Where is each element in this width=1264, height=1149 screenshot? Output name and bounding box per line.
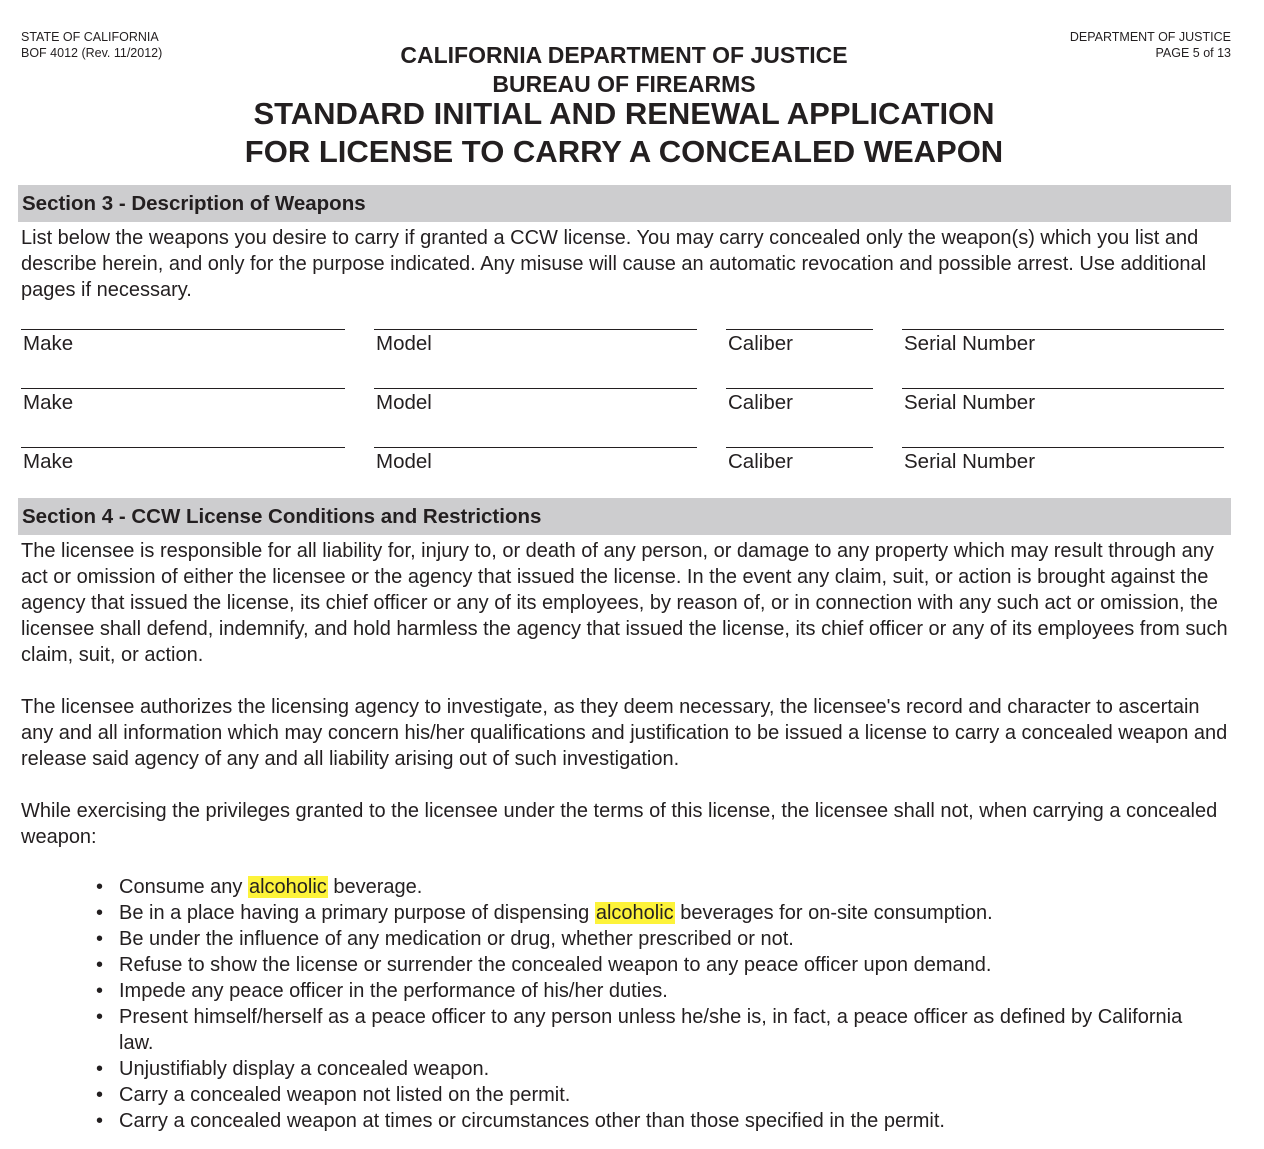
authorization-paragraph: The licensee authorizes the licensing agency to investigate, as they deem necessary, the licensee's record and character to ascertain any and all information which may concern his/her qualifications and justification to be issued a license to carry a concealed weapon and release said agency of any and all liability arising out of such investigation.: [21, 696, 1228, 770]
restrictions-list: [96, 874, 1216, 1134]
bullet-icon: •: [96, 1084, 104, 1106]
serial-number-label: Serial Number: [904, 450, 1036, 473]
caliber-field[interactable]: [726, 329, 873, 357]
weapon-row-3: [0, 447, 1264, 487]
list-item: • Carry a concealed weapon at times or circumstances other than those specified in the permit.: [96, 1110, 945, 1132]
bullet-icon: •: [96, 1006, 104, 1028]
list-item: • Carry a concealed weapon not listed on the permit.: [96, 1084, 571, 1106]
section-3-intro: List below the weapons you desire to carry if granted a CCW license. You may carry concealed only the weapon(s) which you list and describe herein, and only for the purpose indicated. Any misuse will cause an automatic revocation and possible arrest. Use additional pages if necessary.: [21, 227, 1207, 301]
caliber-label: Caliber: [728, 450, 793, 473]
model-label: Model: [376, 450, 432, 473]
restrictions-intro: While exercising the privileges granted to the licensee under the terms of this license, the licensee shall not, when carrying a concealed weapon:: [21, 800, 1218, 848]
form-title-line1: STANDARD INITIAL AND RENEWAL APPLICATION: [253, 96, 995, 131]
department-label: DEPARTMENT OF JUSTICE: [1069, 30, 1231, 44]
model-label: Model: [376, 391, 432, 414]
make-label: Make: [23, 332, 74, 355]
bureau-title: BUREAU OF FIREARMS: [492, 71, 756, 97]
weapon-row-1: [0, 329, 1264, 369]
list-item: • Consume any alcoholic beverage.: [96, 876, 423, 898]
bullet-icon: •: [96, 1110, 104, 1132]
model-label: Model: [376, 332, 432, 355]
make-label: Make: [23, 450, 74, 473]
section-4-heading: Section 4 - CCW License Conditions and Restrictions: [18, 498, 1231, 535]
bullet-icon: •: [96, 928, 104, 950]
model-field[interactable]: [374, 388, 697, 416]
make-field[interactable]: [21, 329, 345, 357]
model-field[interactable]: [374, 447, 697, 475]
list-item: • Unjustifiably display a concealed weapon.: [96, 1058, 490, 1080]
make-field[interactable]: [21, 447, 345, 475]
highlighted-word: alcoholic: [248, 876, 327, 898]
list-item: • Present himself/herself as a peace officer to any person unless he/she is, in fact, a peace officer as defined by California law.: [96, 1006, 1183, 1054]
agency-title: CALIFORNIA DEPARTMENT OF JUSTICE: [400, 42, 848, 68]
bullet-icon: •: [96, 876, 104, 898]
serial-number-field[interactable]: [902, 447, 1224, 475]
list-item: • Be under the influence of any medication or drug, whether prescribed or not.: [96, 928, 794, 950]
section-3-heading: Section 3 - Description of Weapons: [18, 185, 1231, 222]
caliber-label: Caliber: [728, 332, 793, 355]
liability-paragraph: The licensee is responsible for all liability for, injury to, or death of any person, or damage to any property which may result through any act or omission of either the licensee or the agency that issued the license. In the event any claim, suit, or action is brought against the agency that issued the license, its chief officer or any of its employees, by reason of, or in connection with any such act or omission, the licensee shall defend, indemnify, and hold harmless the agency that issued the license, its chief officer or any of its employees from such claim, suit, or action.: [21, 540, 1228, 666]
bullet-icon: •: [96, 980, 104, 1002]
caliber-label: Caliber: [728, 391, 793, 414]
model-field[interactable]: [374, 329, 697, 357]
list-item: • Be in a place having a primary purpose of dispensing alcoholic beverages for on-site consumption.: [96, 902, 993, 924]
form-number: BOF 4012 (Rev. 11/2012): [21, 46, 163, 60]
state-label: STATE OF CALIFORNIA: [21, 30, 159, 44]
highlighted-word: alcoholic: [595, 902, 674, 924]
bullet-icon: •: [96, 1058, 104, 1080]
weapon-row-2: [0, 388, 1264, 428]
serial-number-field[interactable]: [902, 388, 1224, 416]
form-title-line2: FOR LICENSE TO CARRY A CONCEALED WEAPON: [244, 134, 1004, 169]
serial-number-label: Serial Number: [904, 332, 1036, 355]
caliber-field[interactable]: [726, 388, 873, 416]
serial-number-label: Serial Number: [904, 391, 1036, 414]
bullet-icon: •: [96, 902, 104, 924]
list-item: • Impede any peace officer in the performance of his/her duties.: [96, 980, 668, 1002]
serial-number-field[interactable]: [902, 329, 1224, 357]
list-item: • Refuse to show the license or surrender the concealed weapon to any peace officer upon demand.: [96, 954, 992, 976]
make-field[interactable]: [21, 388, 345, 416]
make-label: Make: [23, 391, 74, 414]
bullet-icon: •: [96, 954, 104, 976]
page-number: PAGE 5 of 13: [1155, 46, 1231, 60]
caliber-field[interactable]: [726, 447, 873, 475]
